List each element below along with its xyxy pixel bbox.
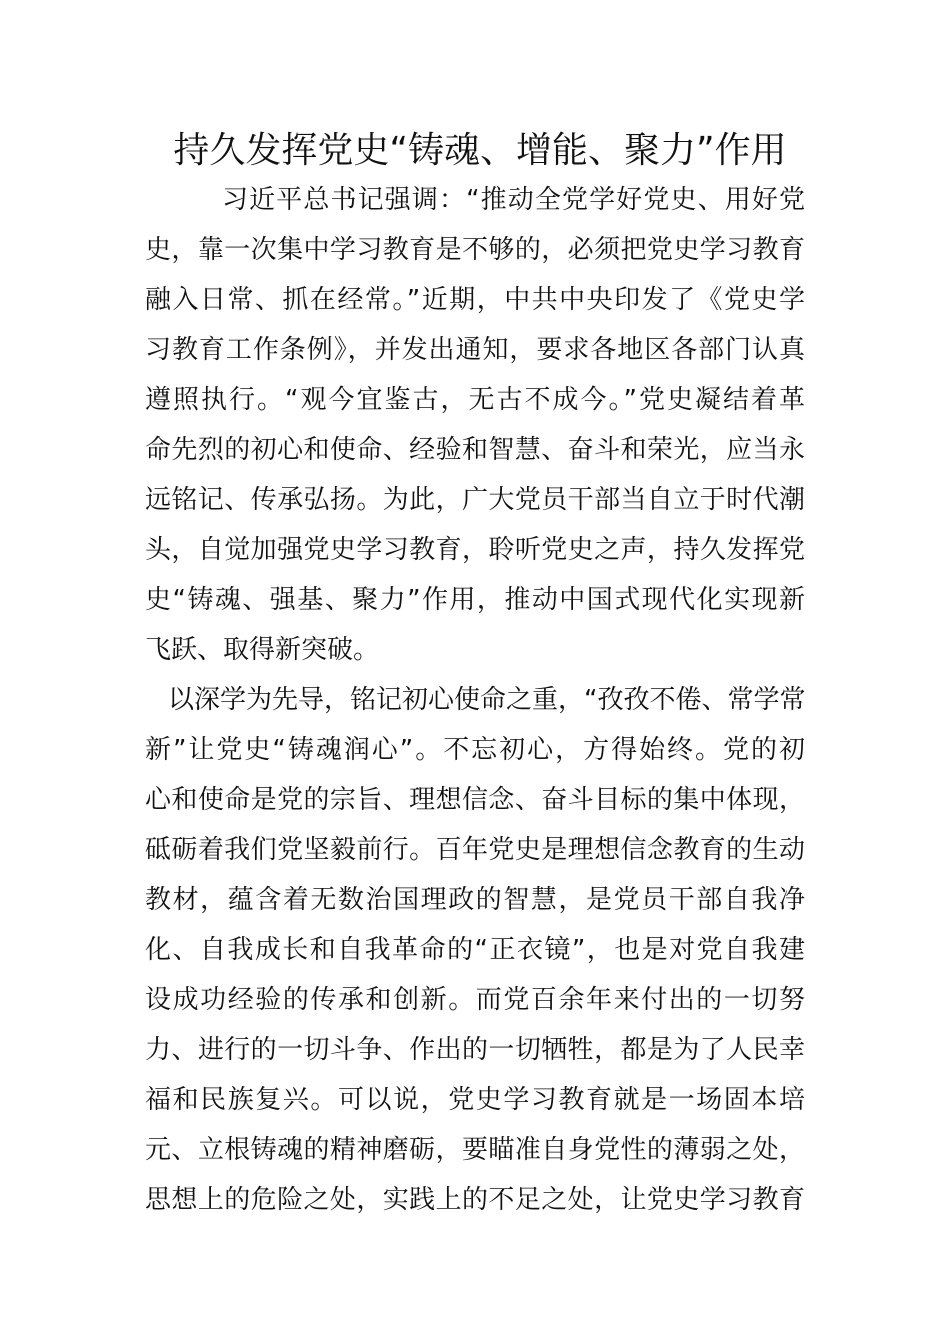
paragraph-line: 设成功经验的传承和创新。而党百余年来付出的一切努 — [145, 985, 805, 1015]
paragraph-line: 飞跃、取得新突破。 — [145, 635, 380, 665]
paragraph-line: 习教育工作条例》，并发出通知，要求各地区各部门认真 — [145, 335, 805, 365]
paragraph-line: 砥砺着我们党坚毅前行。百年党史是理想信念教育的生动 — [145, 835, 805, 865]
paragraph-line: 思想上的危险之处，实践上的不足之处，让党史学习教育 — [145, 1185, 805, 1215]
paragraph-line: 史“铸魂、强基、聚力”作用，推动中国式现代化实现新 — [145, 585, 805, 615]
paragraph-line: 新”让党史“铸魂润心”。不忘初心，方得始终。党的初 — [145, 735, 805, 765]
paragraph-line: 头，自觉加强党史学习教育，聆听党史之声，持久发挥党 — [145, 535, 805, 565]
paragraph-line: 教材，蕴含着无数治国理政的智慧，是党员干部自我净 — [145, 885, 805, 915]
document-title: 持久发挥党史“铸魂、增能、聚力”作用 — [173, 130, 787, 171]
paragraph-line: 融入日常、抓在经常。”近期，中共中央印发了《党史学 — [145, 285, 805, 315]
paragraph-line: 力、进行的一切斗争、作出的一切牺牲，都是为了人民幸 — [145, 1035, 805, 1065]
paragraph-line: 心和使命是党的宗旨、理想信念、奋斗目标的集中体现， — [145, 785, 805, 815]
paragraph-line: 习近平总书记强调：“推动全党学好党史、用好党 — [222, 185, 805, 215]
paragraph-line: 元、立根铸魂的精神磨砺，要瞄准自身党性的薄弱之处， — [145, 1135, 805, 1165]
paragraph-line: 福和民族复兴。可以说，党史学习教育就是一场固本培 — [145, 1085, 805, 1115]
paragraph-line: 远铭记、传承弘扬。为此，广大党员干部当自立于时代潮 — [145, 485, 805, 515]
paragraph-line: 以深学为先导，铭记初心使命之重，“孜孜不倦、常学常 — [168, 685, 806, 715]
paragraph-line: 遵照执行。“观今宜鉴古，无古不成今。”党史凝结着革 — [145, 385, 805, 415]
paragraph-line: 化、自我成长和自我革命的“正衣镜”，也是对党自我建 — [145, 935, 805, 965]
paragraph-line: 史，靠一次集中学习教育是不够的，必须把党史学习教育 — [145, 235, 805, 265]
paragraph-line: 命先烈的初心和使命、经验和智慧、奋斗和荣光，应当永 — [145, 435, 805, 465]
